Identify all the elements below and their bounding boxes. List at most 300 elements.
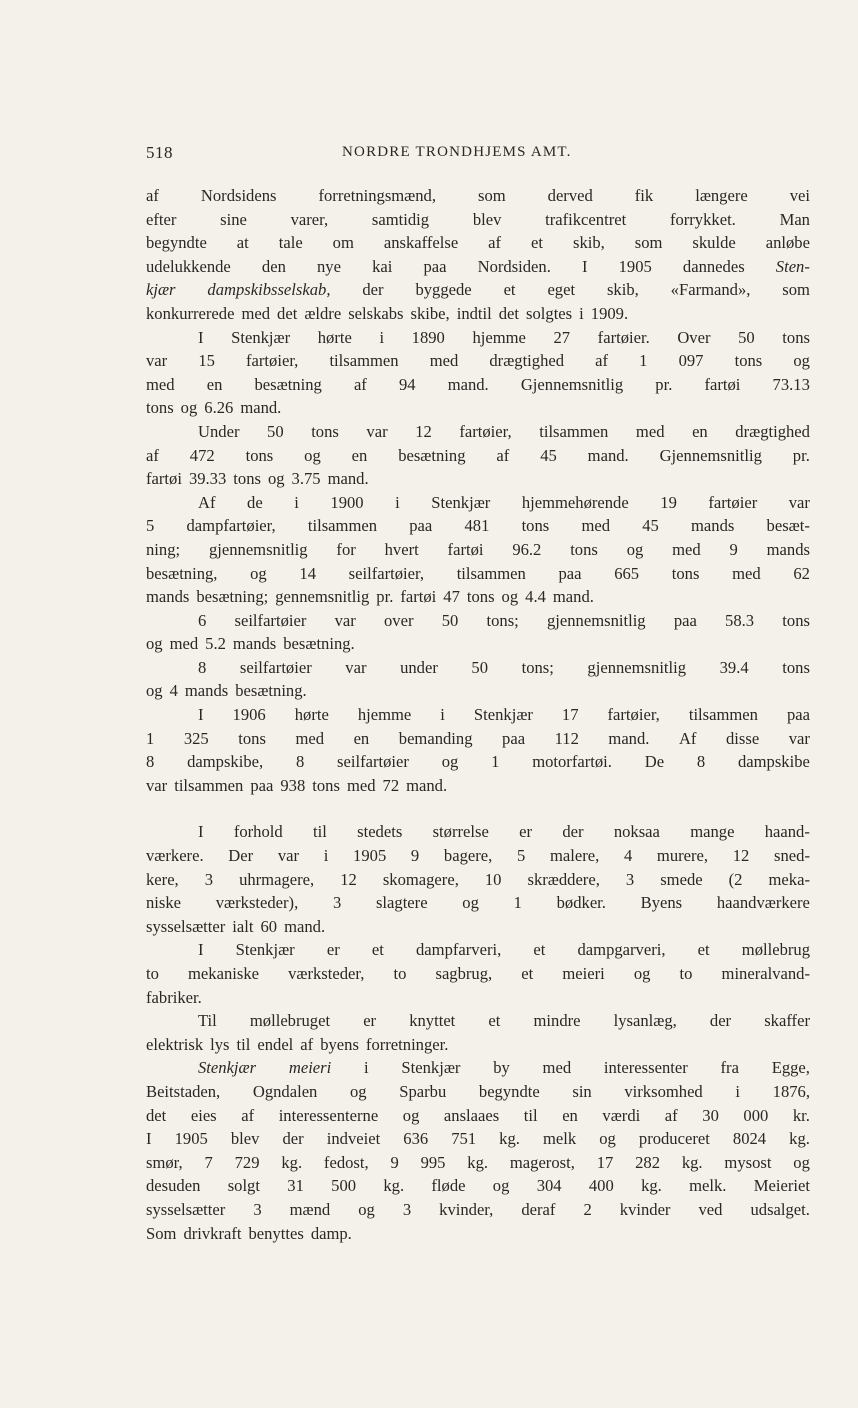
word: 27: [553, 327, 571, 347]
word: med: [542, 1058, 572, 1078]
text-line: [146, 891, 810, 915]
word: hjemmehørende: [521, 492, 629, 512]
word: og: [441, 752, 459, 772]
word: 5: [146, 516, 155, 536]
word: kg.: [641, 1176, 662, 1196]
word: 60: [260, 916, 278, 936]
word: af: [300, 1034, 314, 1054]
word: ialt: [232, 916, 254, 936]
word: gjennemsnitlig: [587, 657, 687, 677]
word: I: [198, 327, 204, 347]
word: med: [241, 303, 271, 323]
word: af: [146, 186, 159, 205]
word: slagtere: [375, 893, 428, 913]
word: 472: [189, 445, 215, 465]
word: kr.: [792, 1105, 810, 1125]
word: mand.: [587, 445, 629, 465]
word: Stenkjær: [231, 327, 291, 347]
text-line: [146, 915, 810, 939]
word: interessenterne: [278, 1105, 379, 1125]
text-line: [146, 467, 810, 491]
word: og: [492, 1176, 510, 1196]
word: kvinder,: [439, 1199, 494, 1219]
word: at: [236, 233, 249, 253]
word: I: [146, 1129, 152, 1149]
word: til: [236, 1034, 251, 1054]
word: 3: [332, 893, 342, 913]
word: murere,: [656, 846, 709, 866]
word: endel: [257, 1034, 294, 1054]
word: 10: [484, 869, 502, 889]
word: fartøi: [400, 587, 437, 607]
word: af: [488, 233, 502, 253]
text-line: [146, 1080, 810, 1104]
word: forretningsmænd,: [318, 186, 436, 205]
word: fartøier,: [607, 705, 660, 725]
word: 72: [382, 775, 400, 795]
word: sysselsætter: [146, 1199, 226, 1219]
text-line: [146, 1009, 810, 1033]
word: tons;: [521, 657, 554, 677]
word: mand.: [284, 916, 326, 936]
word: skib,: [606, 280, 639, 300]
word: et: [531, 233, 544, 253]
word: af: [496, 445, 510, 465]
word: mysost: [724, 1152, 772, 1172]
word: begyndte: [146, 233, 207, 253]
word: et: [503, 280, 516, 300]
word: 8024: [732, 1129, 767, 1149]
word: der: [562, 822, 584, 842]
word: tons: [312, 775, 340, 795]
word: kai: [372, 256, 393, 276]
word: (2: [728, 869, 743, 889]
word: udsalget.: [750, 1199, 810, 1219]
word: begyndte: [478, 1081, 540, 1101]
text-line: [146, 938, 810, 962]
word: med: [732, 563, 761, 583]
word: en: [692, 421, 708, 441]
word: mineralvand-: [721, 964, 810, 983]
word: 1: [639, 351, 648, 371]
word: med: [346, 775, 376, 795]
word: byens: [320, 1034, 359, 1054]
word: 938: [280, 775, 306, 795]
word: stedets: [357, 822, 403, 842]
word: og: [793, 1152, 810, 1172]
word: hjemme: [357, 705, 412, 725]
word: med: [581, 516, 611, 536]
word: lysanlæg,: [613, 1011, 677, 1031]
text-line: [146, 1151, 810, 1175]
word: var: [366, 421, 388, 441]
word: ved: [698, 1199, 723, 1219]
word: seilfartøier: [239, 657, 312, 677]
word: 3.75: [291, 469, 321, 489]
word: tons: [782, 610, 810, 630]
word: dampgarveri,: [577, 940, 666, 960]
word: pr.: [792, 445, 810, 465]
word: 39.33: [188, 469, 227, 489]
word: 097: [678, 351, 704, 371]
word: trafikcentret: [545, 209, 627, 229]
word: en: [562, 1105, 578, 1125]
word: 1: [513, 893, 522, 913]
word: 1905: [174, 1129, 208, 1149]
word: 15: [198, 351, 215, 371]
text-line: [146, 562, 810, 586]
word: af: [664, 1105, 678, 1125]
word: 58.3: [725, 610, 755, 630]
text-line: [146, 444, 810, 468]
word: Nordsidens: [200, 186, 277, 205]
word: sine: [220, 209, 247, 229]
word: melk: [542, 1129, 577, 1149]
word: af: [241, 1105, 255, 1125]
word: mands: [146, 587, 190, 607]
word: tons: [233, 469, 261, 489]
word: var: [277, 846, 300, 866]
word: «Farmand»,: [670, 280, 751, 300]
word: drivkraft: [183, 1223, 242, 1243]
word: og: [250, 563, 267, 583]
text-line: [146, 514, 810, 538]
word: drægtighed: [489, 351, 565, 371]
word: Egge,: [771, 1058, 810, 1078]
word: 3: [204, 869, 214, 889]
word: og: [358, 1199, 375, 1219]
word: og: [633, 964, 651, 983]
paragraph: [146, 820, 810, 938]
word: besætning: [398, 445, 466, 465]
word: til: [523, 1105, 538, 1125]
word: og: [146, 634, 163, 654]
word: tons: [782, 657, 810, 677]
word: fartøier.: [597, 327, 650, 347]
word: 50: [441, 610, 459, 630]
word: 1909.: [590, 303, 629, 323]
text-line: [146, 656, 810, 680]
word: kg.: [281, 1152, 303, 1172]
word: besæt-: [766, 516, 810, 536]
text-line: [146, 632, 810, 656]
word: gjennemsnitlig: [208, 539, 308, 559]
word: i: [579, 303, 584, 323]
word: tons: [245, 445, 274, 465]
word: kere,: [146, 869, 179, 889]
word: Sten-: [775, 256, 810, 276]
word: blev: [230, 1129, 260, 1149]
word: forhold: [233, 822, 283, 842]
word: 1900: [330, 492, 364, 512]
word: 282: [635, 1152, 660, 1172]
word: fra: [720, 1058, 739, 1078]
word: 2: [583, 1199, 592, 1219]
word: med: [429, 351, 459, 371]
word: tilsammen: [174, 775, 244, 795]
word: damp.: [310, 1223, 352, 1243]
word: konkurrerede: [146, 303, 235, 323]
word: en: [351, 445, 368, 465]
word: paa: [673, 610, 697, 630]
page-number: 518: [146, 143, 173, 162]
word: mands: [766, 539, 810, 559]
word: 45: [540, 445, 557, 465]
word: 1905: [353, 846, 387, 866]
word: drægtighed: [735, 421, 810, 441]
word: kvinder: [619, 1199, 671, 1219]
text-line: [146, 349, 810, 373]
word: 8: [696, 752, 706, 772]
text-line: [146, 1127, 810, 1151]
text-line: [146, 420, 810, 444]
word: I: [581, 256, 588, 276]
word: et: [533, 940, 546, 960]
word: tons: [146, 398, 174, 418]
word: Man: [779, 209, 810, 229]
word: og: [501, 587, 519, 607]
word: smør,: [146, 1152, 183, 1172]
word: med: [169, 634, 199, 654]
word: disse: [726, 728, 760, 748]
word: 112: [554, 728, 579, 748]
word: mange: [690, 822, 735, 842]
word: 3: [253, 1199, 262, 1219]
text-line: [146, 1104, 810, 1128]
word: til: [312, 822, 327, 842]
word: mænd: [289, 1199, 331, 1219]
word: i: [364, 1058, 369, 1078]
word: af: [353, 374, 367, 394]
text-line: [146, 184, 810, 208]
word: 481: [464, 516, 490, 536]
text-line: [146, 1033, 810, 1057]
word: 8: [146, 752, 155, 772]
word: mands: [184, 681, 229, 701]
word: haandværkere: [716, 893, 810, 913]
word: Som: [146, 1223, 177, 1243]
word: sin: [572, 1081, 592, 1101]
word: 1: [491, 752, 500, 772]
word: 7: [204, 1152, 213, 1172]
word: solgt: [227, 1176, 260, 1196]
word: et: [371, 940, 384, 960]
word: eget: [547, 280, 576, 300]
word: en: [206, 374, 223, 394]
word: Af: [678, 728, 697, 748]
word: 9: [729, 539, 738, 559]
word: Stenkjær: [473, 705, 533, 725]
word: 17: [561, 705, 579, 725]
word: samtidig: [371, 209, 430, 229]
word: i: [323, 846, 329, 866]
word: Over: [677, 327, 711, 347]
word: skulde: [692, 233, 736, 253]
word: fartøier: [708, 492, 758, 512]
word: Nordsiden.: [477, 256, 551, 276]
word: mands: [691, 516, 735, 536]
word: 751: [451, 1129, 477, 1149]
word: var: [788, 728, 810, 748]
word: desuden: [146, 1176, 201, 1196]
word: i: [440, 705, 445, 725]
word: niske: [146, 893, 182, 913]
word: med: [146, 374, 175, 394]
word: og: [180, 398, 198, 418]
word: 19: [660, 492, 677, 512]
word: mand.: [327, 469, 369, 489]
word: seilfartøier: [234, 610, 307, 630]
word: 94: [398, 374, 416, 394]
word: der: [282, 1129, 304, 1149]
word: sysselsætter: [146, 916, 226, 936]
word: mand.: [447, 374, 489, 394]
word: paa: [786, 705, 810, 725]
paragraph: [146, 420, 810, 491]
word: og: [267, 469, 285, 489]
word: kg.: [467, 1152, 489, 1172]
word: 3: [402, 1199, 412, 1219]
word: kg.: [499, 1129, 520, 1149]
word: Ogndalen: [252, 1081, 318, 1101]
word: længere: [695, 186, 748, 205]
word: møllebruget: [249, 1011, 331, 1031]
word: tilsammen: [307, 516, 378, 536]
word: Sparbu: [399, 1081, 447, 1101]
word: to: [146, 964, 159, 983]
word: smede: [660, 869, 703, 889]
word: besætning;: [196, 587, 269, 607]
word: 325: [183, 728, 209, 748]
word: tons;: [486, 610, 519, 630]
text-line: [146, 585, 810, 609]
word: byggede: [415, 280, 472, 300]
paragraph: [146, 1009, 810, 1056]
text-line: [146, 1174, 810, 1198]
word: Gjennemsnitlig: [520, 374, 624, 394]
word: og: [350, 1081, 367, 1101]
text-line: [146, 231, 810, 255]
word: et: [697, 940, 710, 960]
word: skib,: [573, 233, 605, 253]
word: i: [294, 492, 299, 512]
word: to: [679, 964, 693, 983]
word: og: [304, 445, 321, 465]
text-line: [146, 302, 810, 326]
word: var: [146, 775, 168, 795]
word: magerost,: [509, 1152, 575, 1172]
word: det: [498, 303, 520, 323]
word: af: [595, 351, 609, 371]
text-line: [146, 278, 810, 302]
word: tons: [311, 421, 339, 441]
word: anløbe: [765, 233, 810, 253]
word: Stenkjær: [401, 1058, 461, 1078]
word: 12: [340, 869, 357, 889]
word: 6.26: [204, 398, 234, 418]
word: tons: [521, 516, 550, 536]
word: dampskibsselskab,: [207, 280, 331, 300]
word: var: [146, 351, 168, 371]
word: 4: [623, 846, 633, 866]
word: 3: [625, 869, 635, 889]
word: som: [634, 233, 663, 253]
word: anskaffelse: [383, 233, 459, 253]
word: solgtes: [526, 303, 573, 323]
word: 62: [793, 563, 810, 583]
word: interessenter: [603, 1058, 688, 1078]
word: tilsammen: [688, 705, 758, 725]
word: gennemsnitlig: [275, 587, 370, 607]
paragraph: [146, 703, 810, 797]
word: og: [793, 351, 810, 371]
word: forretninger.: [365, 1034, 449, 1054]
word: derved: [547, 186, 593, 205]
word: som: [782, 280, 810, 300]
word: Stenkjær: [235, 940, 295, 960]
word: Stenkjær: [431, 492, 491, 512]
word: blev: [472, 209, 502, 229]
word: fartøi: [447, 539, 484, 559]
word: var: [788, 492, 810, 512]
word: af: [146, 445, 159, 465]
word: 39.4: [719, 657, 749, 677]
word: tilsammen: [539, 421, 609, 441]
word: 73.13: [772, 374, 810, 394]
word: fløde: [431, 1176, 466, 1196]
word: 30: [702, 1105, 719, 1125]
word: Byens: [640, 893, 683, 913]
word: I: [198, 705, 204, 725]
word: lys: [210, 1034, 230, 1054]
word: besætning,: [146, 563, 218, 583]
word: tons: [671, 563, 700, 583]
word: De: [644, 752, 665, 772]
paragraph: [146, 938, 810, 1009]
word: I: [198, 940, 204, 960]
word: tons: [570, 539, 598, 559]
word: anslaaes: [443, 1105, 500, 1125]
word: seilfartøier,: [348, 563, 425, 583]
word: hjemme: [472, 327, 526, 347]
word: besætning.: [235, 681, 307, 701]
word: elektrisk: [146, 1034, 204, 1054]
word: meieri: [562, 964, 605, 983]
word: størrelse: [432, 822, 489, 842]
word: som: [477, 186, 506, 205]
word: mand.: [608, 728, 650, 748]
word: ældre: [304, 303, 342, 323]
word: 50: [471, 657, 489, 677]
word: kjær: [146, 280, 176, 300]
word: et: [521, 964, 534, 983]
paragraph: [146, 184, 810, 326]
text-line: [146, 727, 810, 751]
word: paa: [558, 563, 582, 583]
text-line: [146, 750, 810, 774]
word: over: [383, 610, 414, 630]
word: og: [146, 681, 163, 701]
word: malere,: [549, 846, 600, 866]
word: den: [261, 256, 286, 276]
word: forrykket.: [669, 209, 736, 229]
word: 1906: [232, 705, 266, 725]
word: 50: [267, 421, 284, 441]
paragraph: [146, 326, 810, 420]
word: mands: [232, 634, 277, 654]
word: meka-: [768, 869, 810, 889]
word: under: [400, 657, 438, 677]
